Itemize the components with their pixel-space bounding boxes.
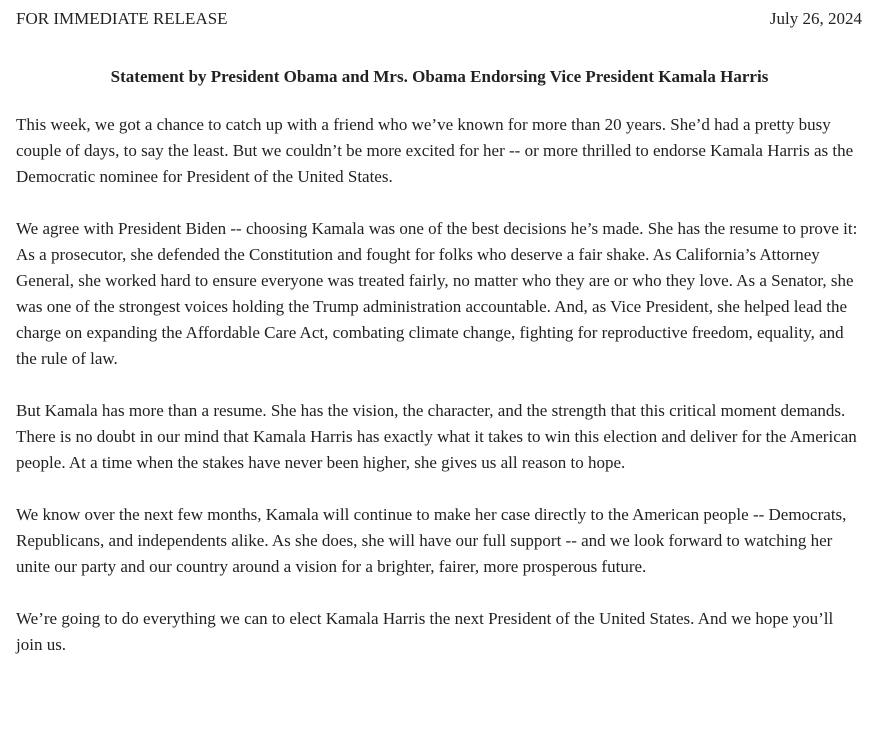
release-date: July 26, 2024 (769, 9, 862, 28)
paragraph-1: This week, we got a chance to catch up with a friend who we’ve known for more than 20 years. She’d had a pretty busy couple of days, to say the least. But we couldn’t be more excited for her -- or more thrilled to endorse Kamala Harris as the Democratic nominee for President of the United States. (16, 115, 854, 186)
paragraph-4: We know over the next few months, Kamala will continue to make her case directly to the American people -- Democrats, Republicans, and independents alike. As she does, she will have our full support -- and we look forward to watching her unite our party and our country around a vision for a brighter, fairer, more prosperous future. (16, 505, 847, 576)
paragraph-5: We’re going to do everything we can to elect Kamala Harris the next President of the United States. And we hope you’ll join us. (16, 609, 834, 654)
statement-title: Statement by President Obama and Mrs. Obama Endorsing Vice President Kamala Harris (110, 67, 769, 86)
release-header (16, 0, 863, 38)
paragraph-2: We agree with President Biden -- choosing Kamala was one of the best decisions he’s made. She has the resume to prove it: As a prosecutor, she defended the Constitution and fought for folks who deserve a fair shake. As California’s Attorney General, she worked hard to ensure everyone was treated fairly, no matter who they are or who they love. As a Senator, she was one of the strongest voices holding the Trump administration accountable. And, as Vice President, she helped lead the charge on expanding the Affordable Care Act, combating climate change, fighting for reproductive freedom, equality, and the rule of law. (16, 219, 858, 368)
paragraph-3: But Kamala has more than a resume. She has the vision, the character, and the strength that this critical moment demands. There is no doubt in our mind that Kamala Harris has exactly what it takes to win this election and deliver for the American people. At a time when the stakes have never been higher, she gives us all reason to hope. (16, 401, 857, 472)
release-label: FOR IMMEDIATE RELEASE (16, 9, 228, 28)
statement-body (16, 112, 863, 658)
